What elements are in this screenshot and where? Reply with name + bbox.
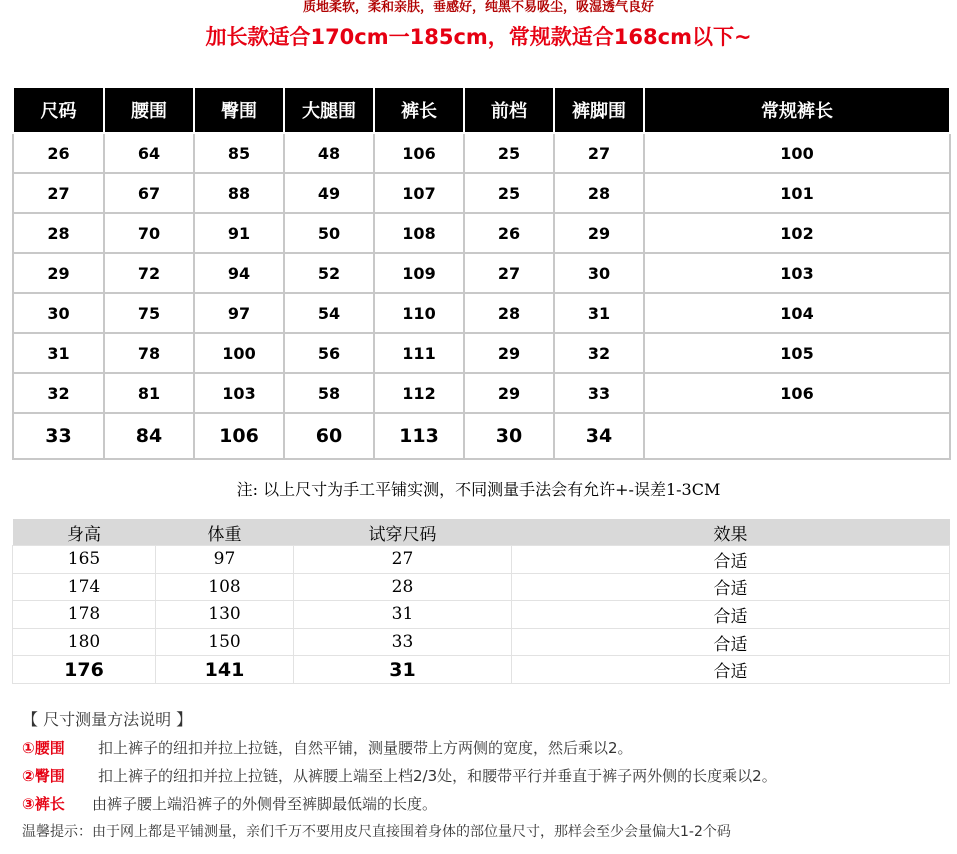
header-cell: 效果 bbox=[512, 519, 950, 546]
table-cell: 113 bbox=[374, 413, 464, 459]
table-cell: 29 bbox=[554, 213, 644, 253]
table-cell: 30 bbox=[554, 253, 644, 293]
table-row bbox=[13, 133, 950, 173]
table-cell: 49 bbox=[284, 173, 374, 213]
table-cell: 67 bbox=[104, 173, 194, 213]
table-cell: 33 bbox=[554, 373, 644, 413]
table-cell: 34 bbox=[554, 413, 644, 459]
table-cell: 合适 bbox=[512, 656, 950, 684]
measurement-guide bbox=[22, 706, 950, 846]
header-cell: 尺码 bbox=[13, 87, 104, 133]
table-cell: 130 bbox=[156, 601, 294, 629]
table-cell: 178 bbox=[13, 601, 156, 629]
table-cell: 50 bbox=[284, 213, 374, 253]
table-cell: 合适 bbox=[512, 546, 950, 574]
table-cell: 33 bbox=[294, 628, 512, 656]
table-cell: 32 bbox=[554, 333, 644, 373]
table-cell: 88 bbox=[194, 173, 284, 213]
table-cell: 165 bbox=[13, 546, 156, 574]
table-cell: 33 bbox=[13, 413, 104, 459]
table-cell: 102 bbox=[644, 213, 950, 253]
guide-text: 扣上裤子的纽扣并拉上拉链，自然平铺，测量腰带上方两侧的宽度，然后乘以2。 bbox=[98, 739, 633, 757]
table-cell: 108 bbox=[156, 573, 294, 601]
table-cell: 31 bbox=[13, 333, 104, 373]
guide-item-hip bbox=[22, 762, 950, 790]
table-cell: 27 bbox=[13, 173, 104, 213]
table-cell: 110 bbox=[374, 293, 464, 333]
table-row bbox=[13, 601, 950, 629]
header-cell: 臀围 bbox=[194, 87, 284, 133]
table-cell: 97 bbox=[156, 546, 294, 574]
table-cell: 28 bbox=[554, 173, 644, 213]
table-row bbox=[13, 173, 950, 213]
header-cell: 腰围 bbox=[104, 87, 194, 133]
table-cell: 48 bbox=[284, 133, 374, 173]
table-cell: 94 bbox=[194, 253, 284, 293]
table-cell: 112 bbox=[374, 373, 464, 413]
guide-text: 扣上裤子的纽扣并拉上拉链，从裤腰上端至上档2/3处，和腰带平行并垂直于裤子两外侧的长度乘以2。 bbox=[98, 767, 777, 785]
table-cell: 26 bbox=[13, 133, 104, 173]
table-row bbox=[13, 628, 950, 656]
table-cell: 91 bbox=[194, 213, 284, 253]
table-cell: 合适 bbox=[512, 573, 950, 601]
table-cell: 27 bbox=[464, 253, 554, 293]
table-cell: 28 bbox=[294, 573, 512, 601]
table-cell: 72 bbox=[104, 253, 194, 293]
guide-tag: ③裤长 bbox=[22, 795, 65, 813]
table-cell: 78 bbox=[104, 333, 194, 373]
table-row bbox=[13, 546, 950, 574]
table-cell: 合适 bbox=[512, 601, 950, 629]
header-cell: 试穿尺码 bbox=[294, 519, 512, 546]
header-cell: 前档 bbox=[464, 87, 554, 133]
table-cell: 108 bbox=[374, 213, 464, 253]
table-cell: 180 bbox=[13, 628, 156, 656]
table-cell: 85 bbox=[194, 133, 284, 173]
table-cell: 30 bbox=[13, 293, 104, 333]
guide-tip: 温馨提示：由于网上都是平铺测量，亲们千万不要用皮尺直接围着身体的部位量尺寸，那样会至少会量偏大1-2个码 bbox=[22, 824, 731, 840]
fit-table-header-row bbox=[13, 519, 950, 546]
table-cell: 25 bbox=[464, 173, 554, 213]
table-cell: 75 bbox=[104, 293, 194, 333]
table-row bbox=[13, 573, 950, 601]
measurement-note: 注: 以上尺寸为手工平铺实测，不同测量手法会有允许+-误差1-3CM bbox=[236, 480, 721, 499]
header-cell: 大腿围 bbox=[284, 87, 374, 133]
table-cell: 150 bbox=[156, 628, 294, 656]
table-cell: 58 bbox=[284, 373, 374, 413]
table-cell: 25 bbox=[464, 133, 554, 173]
table-cell: 174 bbox=[13, 573, 156, 601]
size-table-header-row bbox=[13, 87, 950, 133]
header-cell: 常规裤长 bbox=[644, 87, 950, 133]
table-row bbox=[13, 373, 950, 413]
table-cell: 60 bbox=[284, 413, 374, 459]
table-cell: 30 bbox=[464, 413, 554, 459]
table-cell: 103 bbox=[644, 253, 950, 293]
header-cell: 身高 bbox=[13, 519, 156, 546]
table-cell: 81 bbox=[104, 373, 194, 413]
table-cell: 29 bbox=[464, 373, 554, 413]
table-row bbox=[13, 293, 950, 333]
table-cell: 100 bbox=[194, 333, 284, 373]
table-cell: 141 bbox=[156, 656, 294, 684]
table-cell: 29 bbox=[13, 253, 104, 293]
table-cell: 70 bbox=[104, 213, 194, 253]
table-cell: 176 bbox=[13, 656, 156, 684]
header-line-2: 加长款适合170cm一185cm，常规款适合168cm以下~ bbox=[205, 25, 752, 49]
table-cell: 104 bbox=[644, 293, 950, 333]
header-line-1: 质地柔软，柔和亲肤，垂感好，纯黑不易吸尘，吸湿透气良好 bbox=[302, 0, 654, 15]
guide-tag: ①腰围 bbox=[22, 739, 65, 757]
table-cell: 106 bbox=[374, 133, 464, 173]
table-row bbox=[13, 333, 950, 373]
guide-item-length bbox=[22, 790, 950, 818]
table-cell: 109 bbox=[374, 253, 464, 293]
table-cell: 103 bbox=[194, 373, 284, 413]
table-cell: 54 bbox=[284, 293, 374, 333]
table-cell: 106 bbox=[644, 373, 950, 413]
table-cell: 合适 bbox=[512, 628, 950, 656]
table-cell: 107 bbox=[374, 173, 464, 213]
guide-title: 【 尺寸测量方法说明 】 bbox=[22, 710, 193, 729]
table-cell: 105 bbox=[644, 333, 950, 373]
table-row bbox=[13, 213, 950, 253]
table-cell: 100 bbox=[644, 133, 950, 173]
table-cell: 31 bbox=[294, 656, 512, 684]
header-cell: 裤长 bbox=[374, 87, 464, 133]
header-cell: 裤脚围 bbox=[554, 87, 644, 133]
table-cell: 32 bbox=[13, 373, 104, 413]
table-cell: 28 bbox=[464, 293, 554, 333]
table-cell: 28 bbox=[13, 213, 104, 253]
guide-item-waist bbox=[22, 734, 950, 762]
table-cell: 27 bbox=[294, 546, 512, 574]
table-cell: 84 bbox=[104, 413, 194, 459]
table-row bbox=[13, 253, 950, 293]
guide-text: 由裤子腰上端沿裤子的外侧骨至裤脚最低端的长度。 bbox=[92, 795, 438, 813]
table-cell: 64 bbox=[104, 133, 194, 173]
table-cell: 26 bbox=[464, 213, 554, 253]
table-cell: 31 bbox=[554, 293, 644, 333]
table-cell: 56 bbox=[284, 333, 374, 373]
guide-tag: ②臀围 bbox=[22, 767, 65, 785]
table-cell: 29 bbox=[464, 333, 554, 373]
table-cell: 111 bbox=[374, 333, 464, 373]
table-cell: 27 bbox=[554, 133, 644, 173]
header-cell: 体重 bbox=[156, 519, 294, 546]
size-table bbox=[12, 86, 951, 460]
table-cell: 101 bbox=[644, 173, 950, 213]
table-cell: 106 bbox=[194, 413, 284, 459]
table-cell: 52 bbox=[284, 253, 374, 293]
table-row bbox=[13, 656, 950, 684]
table-row bbox=[13, 413, 950, 459]
table-cell: 31 bbox=[294, 601, 512, 629]
fit-table bbox=[12, 519, 950, 684]
table-cell: 97 bbox=[194, 293, 284, 333]
table-cell bbox=[644, 413, 950, 459]
